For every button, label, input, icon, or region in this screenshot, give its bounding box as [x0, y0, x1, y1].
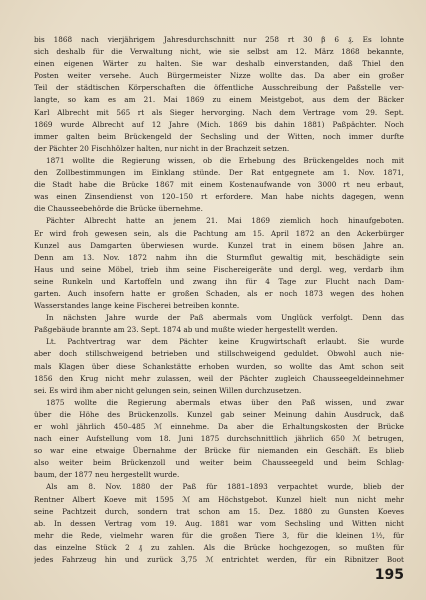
text-line: Teil der städtischen Körperschaften die öffentliche Ausschreibung der Paßstelle ver-	[34, 83, 404, 93]
text-line: 1869 wurde Albrecht auf 12 Jahre (Mich. 1869 bis dahin 1881) Paßpächter. Noch	[34, 119, 404, 129]
text-line: den Zollbestimmungen im Einklang stünde. Der Rat entgegnete am 1. Nov. 1871,	[34, 168, 404, 178]
text-line: die Chausseebehörde die Brücke übernehme.	[34, 204, 203, 214]
text-line: das einzelne Stück 2 ₰ zu zahlen. Als die Brücke hochgezogen, so mußten für	[34, 542, 404, 552]
text-line: Rentner Albert Koeve mit 1595 ℳ am Höchstgebot. Kunzel hielt nun nicht mehr	[34, 494, 404, 504]
text-line: 1871 wollte die Regierung wissen, ob die Erhebung des Brückengeldes noch mit	[46, 155, 404, 165]
text-line: er wohl jährlich 450–485 ℳ einnehme. Da aber die Erhaltungskosten der Brücke	[34, 422, 404, 431]
text-line: Pächter Albrecht hatte an jenem 21. Mai 1869 ziemlich hoch hinaufgeboten.	[46, 216, 404, 226]
text-line: Paßgebäude brannte am 23. Sept. 1874 ab und mußte wieder hergestellt werden.	[34, 325, 338, 335]
text-line: Denn am 13. Nov. 1872 nahm ihn die Sturmflut gewaltig mit, beschädigte sein	[34, 252, 404, 262]
text-line: Er wird froh gewesen sein, als die Pachtung am 15. April 1872 an den Ackerbürger	[34, 228, 404, 238]
text-line: 1856 den Krug nicht mehr zulassen, weil der Pächter zugleich Chausseegeldeinnehmer	[34, 373, 404, 383]
text-line: Als am 8. Nov. 1880 der Paß für 1881–1893 verpachtet wurde, blieb der	[46, 482, 404, 492]
text-line: über die Höhe des Brückenzolls. Kunzel gab seiner Meinung dahin Ausdruck, daß	[34, 409, 404, 419]
text-line: sei. Es wird ihm aber nicht gelungen sein, seinen Willen durchzusetzen.	[34, 385, 302, 395]
text-line: die Stadt habe die Brücke 1867 mit einem Kostenaufwande von 3000 rt neu erbaut,	[34, 180, 404, 190]
text-line: Wasserstandes lange keine Fischerei betreiben konnte.	[34, 301, 240, 311]
text-line: seine Runkeln und Kartoffeln und zwang ihn für 4 Tage zur Flucht nach Dam-	[34, 276, 404, 286]
text-line: 1875 wollte die Regierung abermals etwas über den Paß wissen, und zwar	[46, 397, 404, 407]
text-line: was einen Zinsendienst von 120–150 rt erfordere. Man habe nichts dagegen, wenn	[34, 192, 404, 202]
text-line: der Pächter 20 Fischhölzer halten, nur nicht in der Brachzeit setzen.	[34, 143, 290, 153]
text-line: so war eine etwaige Übernahme der Brücke für niemanden ein Geschäft. Es blieb	[34, 446, 404, 456]
text-line: langte, so kam es am 21. Mai 1869 zu einem Meistgebot, aus dem der Bäcker	[34, 95, 404, 105]
text-line: Posten weiter versehe. Auch Bürgermeister Nizze wollte das. Da aber ein großer	[34, 71, 404, 81]
text-line: nach einer Aufstellung vom 18. Juni 1875 durchschnittlich jährlich 650 ℳ betrugen,	[34, 434, 404, 444]
text-line: seine Pachtzeit durch, sondern trat schon am 15. Dez. 1880 zu Gunsten Koeves	[34, 506, 404, 516]
body-text	[34, 34, 404, 566]
text-line: Karl Albrecht mit 565 rt als Sieger hervorging. Nach dem Vertrage vom 29. Sept.	[34, 107, 404, 117]
text-line: baum, der 1877 neu hergestellt wurde.	[34, 470, 180, 480]
text-line: Kunzel aus Damgarten überwiesen wurde. Kunzel trat in einem bösen Jahre an.	[34, 240, 404, 250]
text-line: immer galten beim Brückengeld der Sechsling und der Witten, noch immer durfte	[34, 131, 404, 141]
text-line: garten. Auch insofern hatte er großen Schaden, als er noch 1873 wegen des hohen	[34, 288, 404, 298]
text-line: Lt. Pachtvertrag war dem Pächter keine Krugwirtschaft erlaubt. Sie wurde	[46, 337, 404, 347]
text-line: bis 1868 nach vierjährigem Jahresdurchschnitt nur 258 rt 30 β 6 ₰. Es lohnte	[34, 35, 404, 44]
text-line: sich deshalb für die Verwaltung nicht, wie sie selbst am 12. März 1868 bekannte,	[34, 47, 404, 57]
page-number: 195	[374, 567, 404, 583]
text-line: jedes Fahrzeug hin und zurück 3,75 ℳ entrichtet werden, für ein Ribnitzer Boot	[34, 555, 404, 565]
text-line: aber doch stillschweigend betrieben und stillschweigend geduldet. Obwohl auch nie-	[34, 349, 404, 359]
text-line: Haus und seine Möbel, trieb ihm seine Fischereigeräte und dergl. weg, verdarb ihm	[34, 264, 404, 274]
text-line: ab. In dessen Vertrag vom 19. Aug. 1881 war vom Sechsling und Witten nicht	[34, 518, 404, 528]
text-line: mehr die Rede, vielmehr waren für die großen Tiere 3, für die kleinen 1½, für	[34, 530, 404, 540]
text-line: mals Klagen über diese Schankstätte erhoben wurden, so wollte das Amt schon seit	[34, 361, 404, 371]
text-line: In nächsten Jahre wurde der Paß abermals vom Unglück verfolgt. Denn das	[46, 313, 404, 323]
text-line: also weiter beim Brückenzoll und weiter beim Chausseegeld und beim Schlag-	[34, 458, 404, 468]
text-line: einen eigenen Wärter zu halten. Sie war deshalb einverstanden, daß Thiel den	[34, 59, 404, 69]
